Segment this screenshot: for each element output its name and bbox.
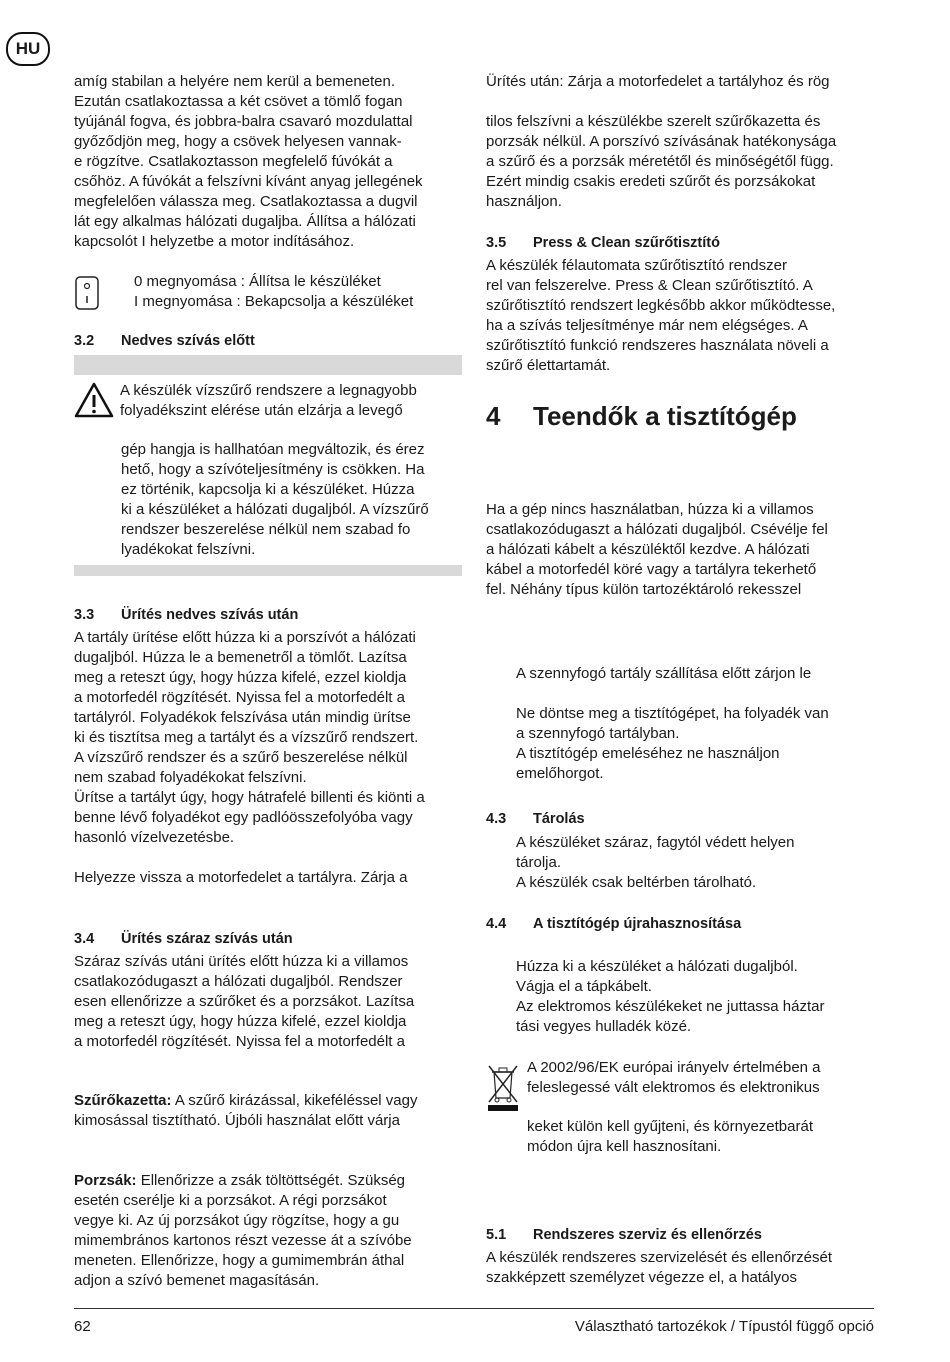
section-5-1-heading: 5.1 Rendszeres szerviz és ellenőrzés xyxy=(486,1227,762,1243)
warning-bottom-bar xyxy=(74,565,462,576)
dust-bag-paragraph: Porzsák: Ellenőrizze a zsák töltöttségét. Szükség esetén cserélje ki a porzsákot. A régi porzsákot vegye ki. Az új porzsákot úgy rögzítse, hogy a gu mimembrános kartonos részt vezesse át a szívóbe meneten. Ellenőrizze, hogy a gumimembrán áthal adjon a szívó bemenet magasításán. xyxy=(74,1172,412,1289)
section-4-3-heading: 4.3 Tárolás xyxy=(486,811,585,827)
section-4-text: Ha a gép nincs használatban, húzza ki a villamos csatlakozódugaszt a hálózati dugaljból. Csévélje fel a hálózati kábelt a készüléktől kezdve. A hálózati kábel a motorfedél köré vagy a tartályra tekerhető fel. Néhány típus külön tartozéktároló rekesszel xyxy=(486,501,828,598)
section-3-4-heading: 3.4 Ürítés száraz szívás után xyxy=(74,931,293,947)
section-5-1-text: A készülék rendszeres szervizelését és ellenőrzését szakképzett személyzet végezze el, a hatályos xyxy=(486,1249,832,1286)
switch-instructions: 0 megnyomása : Állítsa le készüléket I megnyomása : Bekapcsolja a készüléket xyxy=(134,273,414,310)
section-3-4-text: Száraz szívás utáni ürítés előtt húzza ki a villamos csatlakozódugaszt a hálózati dugaljból. Rendszer esen ellenőrizze a szűrőket és a porzsákot. Lazítsa meg a reteszt úgy, hogy húzza kifelé, ezzel kioldja a motorfedél rögzítését. Nyissa fel a motorfedélt a xyxy=(74,953,415,1050)
page-number: 62 xyxy=(74,1318,91,1335)
section-4-3-text: A készüléket száraz, fagytól védett helyen tárolja. A készülék csak beltérben tárolható. xyxy=(516,834,795,891)
section-3-3-heading: 3.3 Ürítés nedves szívás után xyxy=(74,607,299,623)
intro-paragraph: amíg stabilan a helyére nem kerül a bemeneten. Ezután csatlakoztassa a két csövet a tömlő fogan tyújánál fogva, és jobbra-balra csavaró mozdulattal győződjön meg, hogy a csövek helyesen vannak- e rögzítve. Csatlakoztasson megfelelő fúvókát a csőhöz. A fúvókát a felszívni kívánt anyag jellegének megfelelően válassza meg. Csatlakoztassa a dugvil lát egy alkalmas hálózati dugaljba. Állítsa a hálózati kapcsolót I helyzetbe a motor indításához. xyxy=(74,73,423,250)
section-4-4-text: Húzza ki a készüléket a hálózati dugaljból. Vágja el a tápkábelt. Az elektromos készülékeket ne juttassa háztar tási vegyes hulladék közé. xyxy=(516,958,825,1035)
warning-text: A készülék vízszűrő rendszere a legnagyobb folyadékszint elérése után elzárja a levegő xyxy=(120,382,417,419)
section-3-3-closing: Helyezze vissza a motorfedelet a tartályra. Zárja a xyxy=(74,869,408,886)
weee-crossed-bin-icon xyxy=(486,1062,520,1112)
section-4-4-heading: 4.4 A tisztítógép újrahasznosítása xyxy=(486,916,742,932)
footer-caption: Választható tartozékok / Típustól függő opció xyxy=(574,1318,874,1335)
weee-text: A 2002/96/EK európai irányelv értelmében a feleslegessé vált elektromos és elektronikus xyxy=(527,1059,821,1096)
filter-warning-paragraph: tilos felszívni a készülékbe szerelt szűrőkazetta és porzsák nélkül. A porszívó szívásának hatékonysága a szűrő és a porzsák méretétől és minőségétől függ. Ezért mindig csakis eredeti szűrőt és porzsákokat használjon. xyxy=(486,113,837,210)
filter-cartridge-paragraph: Szűrőkazetta: A szűrő kirázással, kikeféléssel vagy kimosással tisztítható. Újbóli használat előtt várja xyxy=(74,1092,418,1129)
section-3-2-heading: 3.2 Nedves szívás előtt xyxy=(74,333,255,349)
warning-icon xyxy=(74,382,114,418)
language-badge: HU xyxy=(6,32,50,66)
section-3-5-text: A készülék félautomata szűrőtisztító rendszer rel van felszerelve. Press & Clean szűrőtisztító. A szűrőtisztító rendszert legkésőbb akkor működtesse, ha a szívás teljesítménye már nem elégséges. A szűrőtisztító funkció rendszeres használata növeli a szűrő élettartamát. xyxy=(486,257,836,374)
chapter-4-heading: 4 Teendők a tisztítógép xyxy=(486,401,797,431)
transport-paragraph: Ne döntse meg a tisztítógépet, ha folyadék van a szennyfogó tartályban. A tisztítógép emeléséhez ne használjon emelőhorgot. xyxy=(516,705,829,782)
warning-continuation: gép hangja is hallhatóan megváltozik, és érez hető, hogy a szívóteljesítmény is csökken. Ha ez történik, kapcsolja ki a készüléket. Húzza ki a készüléket a hálózati dugaljból. A vízszűrő rendszer beszerelése nélkül nem szabad fo lyadékokat felszívni. xyxy=(121,441,429,558)
warning-top-bar xyxy=(74,355,462,375)
weee-continuation: keket külön kell gyűjteni, és környezetbarát módon újra kell hasznosítani. xyxy=(527,1118,813,1155)
section-3-3-text: A tartály ürítése előtt húzza ki a porszívót a hálózati dugaljból. Húzza le a bemenetről a tömlőt. Lazítsa meg a reteszt úgy, hogy húzza kifelé, ezzel kioldja a motorfedél rögzítését. Nyissa fel a motorfedélt a tartályról. Folyadékok felszívása után mindig ürítse ki és tisztítsa meg a tartályt és a vízszűrő rendszert. A vízszűrő rendszer és a szűrő beszerelése nélkül nem szabad folyadékokat felszívni. Ürítse a tartályt úgy, hogy hátrafelé billenti és kiönti a benne lévő folyadékot egy padlóösszefolyóba vagy hasonló vízelvezetésbe. xyxy=(74,629,425,846)
section-3-5-heading: 3.5 Press & Clean szűrőtisztító xyxy=(486,235,720,251)
transport-line: A szennyfogó tartály szállítása előtt zárjon le xyxy=(516,665,812,682)
emptying-closing-line: Ürítés után: Zárja a motorfedelet a tartályhoz és rög xyxy=(486,73,830,90)
footer-divider xyxy=(74,1308,874,1309)
power-switch-icon xyxy=(74,276,104,310)
